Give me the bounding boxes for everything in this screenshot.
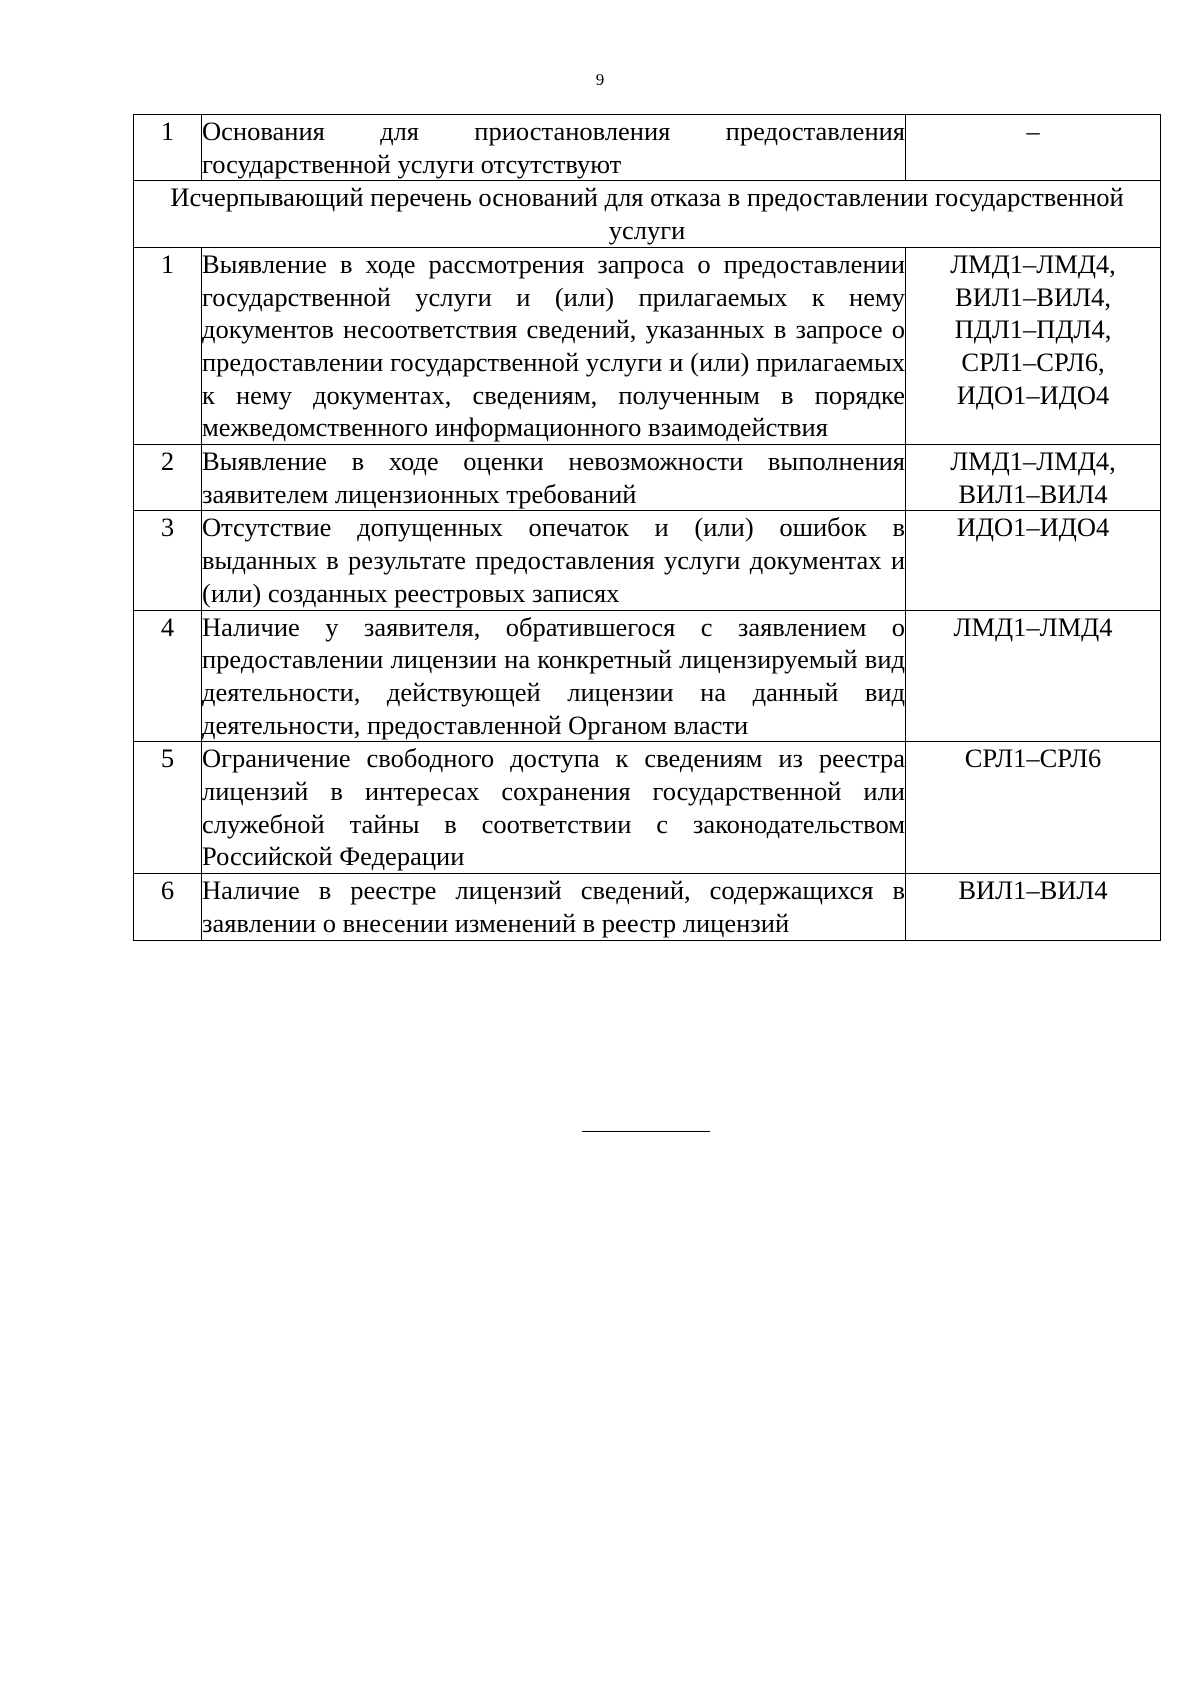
end-of-document-rule [582,1131,710,1132]
row-text: Выявление в ходе рассмотрения запроса о предоставлении государственной услуги и (или) прилагаемых к нему документов несоответствия сведений, указанных в запросе о предоставлении государственной услуги и (или) прилагаемых к нему документах, сведениям, полученным в порядке межведомственного информационного взаимодействия [202,247,906,444]
row-number: 1 [134,247,202,444]
row-number: 6 [134,874,202,940]
table-row [134,247,1161,444]
row-codes: ВИЛ1–ВИЛ4 [906,874,1161,940]
row-codes: ЛМД1–ЛМД4, ВИЛ1–ВИЛ4, ПДЛ1–ПДЛ4, СРЛ1–СРЛ6, ИДО1–ИДО4 [906,247,1161,444]
table-row [134,115,1161,181]
grounds-table [133,114,1161,941]
row-codes: ЛМД1–ЛМД4 [906,610,1161,742]
table-row [134,511,1161,610]
table-row [134,874,1161,940]
row-codes: СРЛ1–СРЛ6 [906,742,1161,874]
page-number: 9 [595,70,605,89]
row-text: Наличие в реестре лицензий сведений, содержащихся в заявлении о внесении изменений в реестр лицензий [202,874,906,940]
section-heading: Исчерпывающий перечень оснований для отказа в предоставлении государственной услуги [134,181,1161,247]
row-codes: – [906,115,1161,181]
section-heading-row [134,181,1161,247]
row-number: 2 [134,445,202,511]
row-text: Ограничение свободного доступа к сведениям из реестра лицензий в интересах сохранения государственной или служебной тайны в соответствии с законодательством Российской Федерации [202,742,906,874]
row-text: Основания для приостановления предоставления государственной услуги отсутствуют [202,115,906,181]
row-text: Наличие у заявителя, обратившегося с заявлением о предоставлении лицензии на конкретный лицензируемый вид деятельности, действующей лицензии на данный вид деятельности, предоставленной Органом власти [202,610,906,742]
row-codes: ИДО1–ИДО4 [906,511,1161,610]
row-text: Выявление в ходе оценки невозможности выполнения заявителем лицензионных требований [202,445,906,511]
row-text: Отсутствие допущенных опечаток и (или) ошибок в выданных в результате предоставления услуги документах и (или) созданных реестровых записях [202,511,906,610]
row-number: 3 [134,511,202,610]
row-number: 5 [134,742,202,874]
row-number: 1 [134,115,202,181]
row-number: 4 [134,610,202,742]
table-row [134,610,1161,742]
row-codes: ЛМД1–ЛМД4, ВИЛ1–ВИЛ4 [906,445,1161,511]
table-row [134,445,1161,511]
table-row [134,742,1161,874]
